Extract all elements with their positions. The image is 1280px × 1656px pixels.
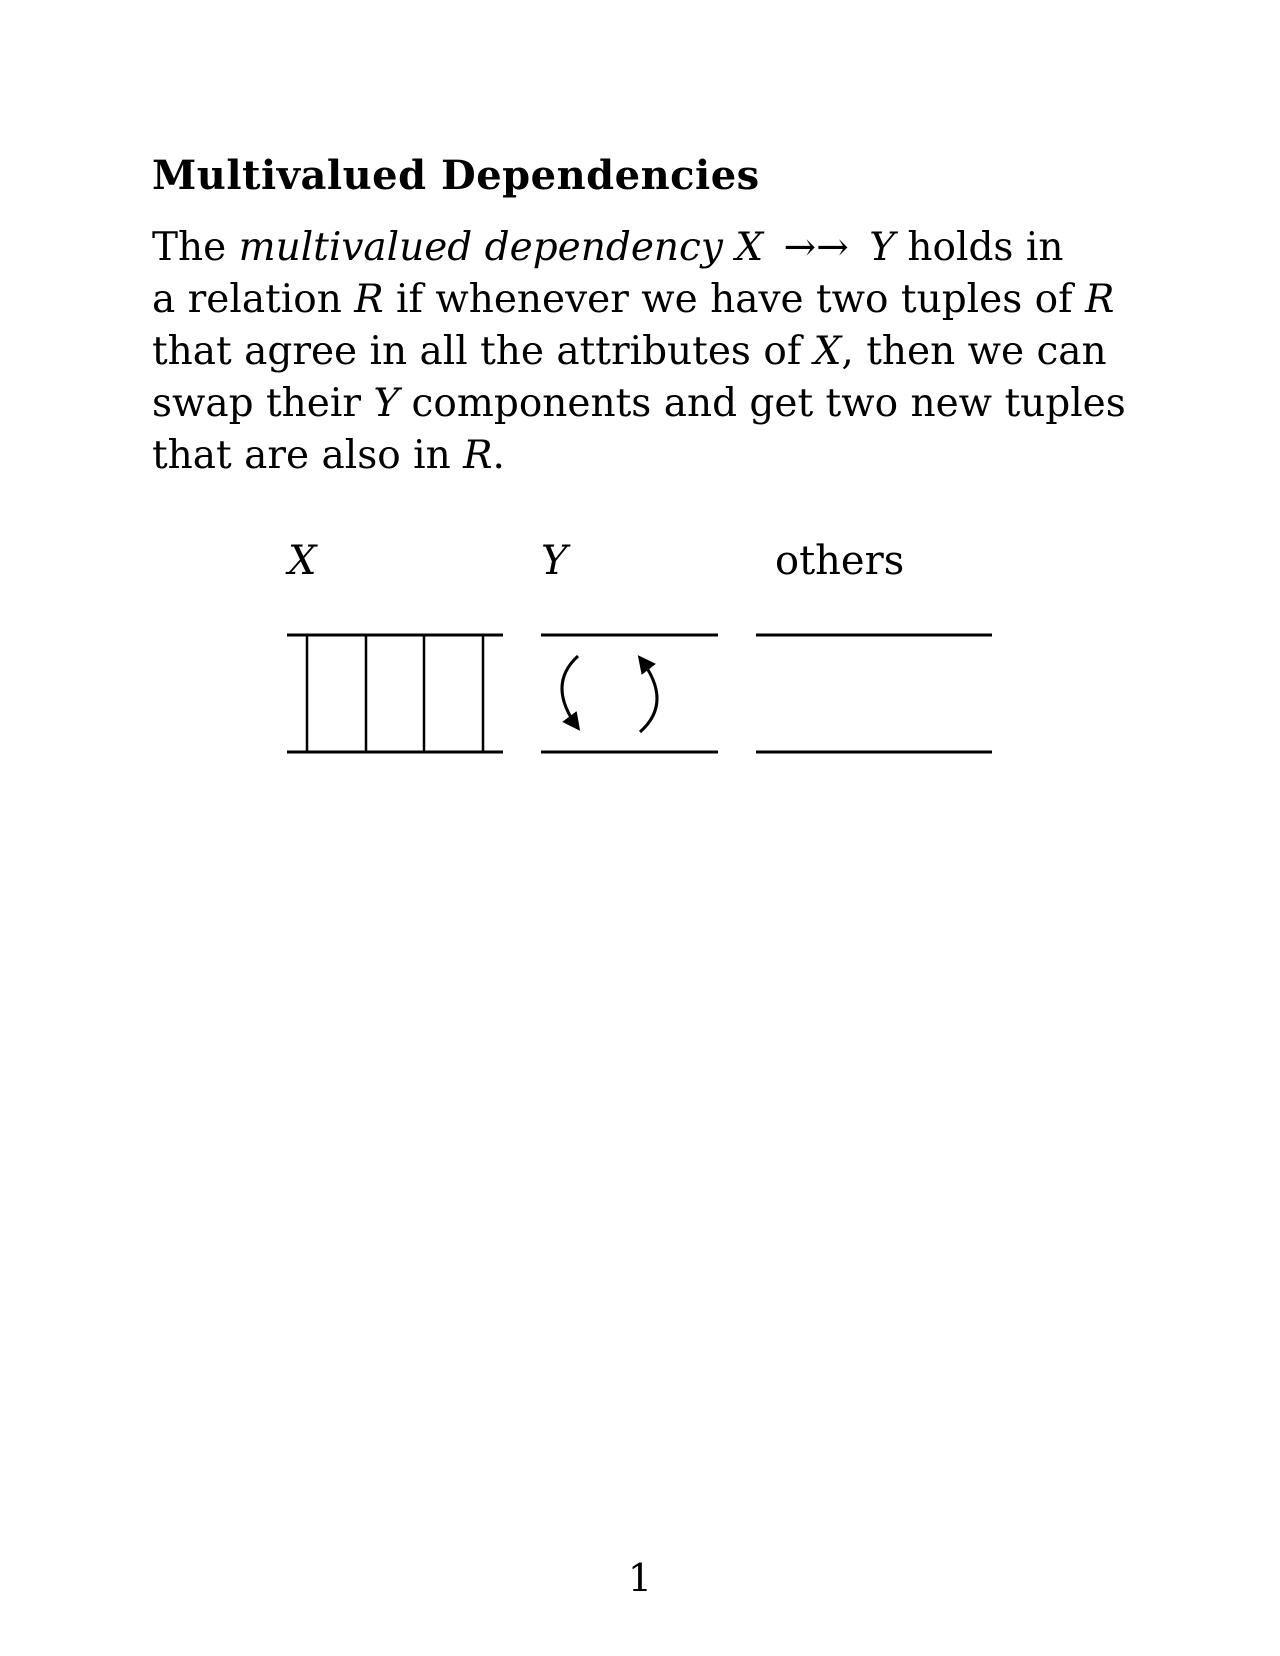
- line-text: that agree in all the attributes of: [152, 329, 814, 374]
- line-text: components and get two new tuples: [399, 381, 1126, 426]
- variable-y: Y: [373, 381, 400, 426]
- page-number: 1: [627, 1556, 653, 1600]
- others-columns-block: [756, 635, 992, 752]
- swap-arrow-icon: [640, 658, 657, 732]
- variable-x: X: [735, 225, 764, 270]
- line-text: a relation: [152, 277, 355, 322]
- variable-r: R: [1084, 277, 1115, 322]
- line-text: The: [152, 225, 239, 270]
- line-text: if whenever we have two tuples of: [383, 277, 1085, 322]
- multivalued-arrow-symbol: →→: [783, 225, 849, 270]
- x-columns-block: [287, 635, 503, 752]
- variable-r: R: [463, 433, 493, 478]
- variable-x: X: [813, 329, 842, 374]
- diagram-label-others: others: [775, 538, 905, 584]
- variable-y: Y: [869, 225, 895, 270]
- line-text: swap their: [152, 381, 374, 426]
- term-multivalued-dependency: multivalued dependency: [238, 225, 723, 270]
- line-text: holds in: [895, 225, 1064, 270]
- line-text: that are also in: [152, 433, 464, 478]
- swap-arrow-icon: [562, 656, 578, 728]
- y-columns-block: [541, 635, 718, 752]
- variable-r: R: [354, 277, 384, 322]
- line-text: .: [492, 433, 505, 478]
- page-heading: Multivalued Dependencies: [152, 152, 760, 199]
- diagram-label-y: Y: [541, 538, 568, 584]
- line-text: , then we can: [841, 329, 1107, 374]
- diagram-label-x: X: [288, 538, 317, 584]
